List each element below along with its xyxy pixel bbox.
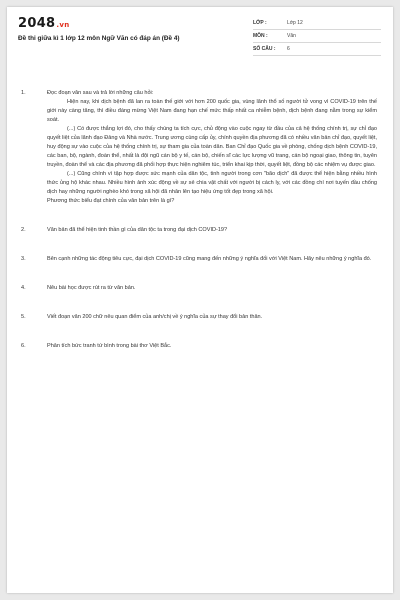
meta-row-count	[253, 43, 381, 56]
logo-tld: .vn	[56, 21, 70, 29]
question-number: 2.	[21, 227, 26, 233]
meta-value: 6	[287, 46, 290, 52]
meta-key: SỐ CÂU :	[253, 46, 276, 52]
question-number: 5.	[21, 314, 26, 320]
meta-value: Văn	[287, 33, 296, 39]
page-header	[7, 7, 393, 69]
question-text: Văn bản đã thể hiện tinh thần gì của dân tộc ta trong đại dịch COVID-19?	[47, 227, 228, 233]
meta-row-subject	[253, 30, 381, 43]
question-number: 1.	[21, 90, 26, 96]
question-item	[21, 226, 377, 235]
question-item	[21, 255, 377, 264]
question-list	[21, 89, 377, 351]
passage-paragraph: (...) Cũng chính vì tập hợp được sức mạnh của dân tộc, tinh người trong cơn "bão dịch" đã được thể hiện bằng nhiều hình thức ủng hộ khác nhau. Nhiều hình ảnh xúc động về sự sẻ chia vật chất với người bị cách ly, với các đồng chí nơi tuyến đầu chống dịch hay những người nghèo khó trong xã hội đã nhân lên tạo hiệu ứng tốt đẹp trong xã hội.	[47, 171, 377, 195]
question-item	[21, 342, 377, 351]
logo-main: 2048	[18, 16, 56, 31]
question-prompt: Đọc đoạn văn sau và trả lời những câu hỏi:	[47, 90, 154, 96]
passage-paragraph: (...) Có được thắng lợi đó, cho thấy chúng ta tích cực, chủ động vào cuộc ngay từ đầu của cả hệ thống chính trị, sự chỉ đạo quyết liệt của lãnh đạo Đảng và Nhà nước. Trung ương cùng cấp ủy, chính quyền địa phương đã có nhiều văn bản chỉ đạo, quyết liệt, huy động sự vào cuộc của hệ thống chính trị, sự tham gia của toàn dân. Ban Chỉ đạo Quốc gia về phòng, chống dịch bệnh COVID-19, các ban, bộ, ngành, đoàn thể, nhất là đội ngũ cán bộ y tế, cán bộ, chiến sĩ các lực lượng vũ trang, cán bộ ngoại giao, thông tin, tuyên truyền, đoàn thể và các địa phương đã phối hợp thực hiện nghiêm túc, triển khai kịp thời, quyết liệt, đồng bộ các nhiệm vụ được giao.	[47, 126, 377, 168]
meta-value: Lớp 12	[287, 20, 303, 26]
question-number: 6.	[21, 343, 26, 349]
question-text: Phân tích bức tranh tứ bình trong bài thơ Việt Bắc.	[47, 343, 172, 349]
document-title: Đề thi giữa kì 1 lớp 12 môn Ngữ Văn có đáp án (Đề 4)	[18, 35, 180, 42]
question-item	[21, 313, 377, 322]
question-text: Nêu bài học được rút ra từ văn bản.	[47, 285, 136, 291]
question-item	[21, 284, 377, 293]
document-page	[7, 7, 393, 593]
question-text: Viết đoạn văn 200 chữ nêu quan điểm của anh/chị về ý nghĩa của sự thay đổi bản thân.	[47, 314, 263, 320]
site-logo[interactable]	[18, 16, 70, 31]
meta-row-grade	[253, 17, 381, 30]
question-number: 4.	[21, 285, 26, 291]
meta-key: MÔN :	[253, 33, 268, 39]
passage-paragraph: Hiện nay, khi dịch bệnh đã lan ra toàn thế giới với hơn 200 quốc gia, vùng lãnh thổ số người tử vong vì COVID-19 trên thế giới này càng tăng, thì điều đáng mừng Việt Nam đang hạn chế mức thấp nhất ca nhiễm bệnh, dịch bệnh đang nằm trong sự kiểm soát.	[47, 99, 377, 123]
question-text	[47, 89, 377, 206]
question-text: Bên cạnh những tác động tiêu cực, đại dịch COVID-19 cũng mang đến những ý nghĩa đối với Việt Nam. Hãy nêu những ý nghĩa đó.	[47, 256, 372, 262]
question-prompt: Phương thức biểu đạt chính của văn bản trên là gì?	[47, 198, 175, 204]
question-number: 3.	[21, 256, 26, 262]
question-item	[21, 89, 377, 206]
meta-table	[253, 17, 381, 56]
meta-key: LỚP :	[253, 20, 267, 26]
